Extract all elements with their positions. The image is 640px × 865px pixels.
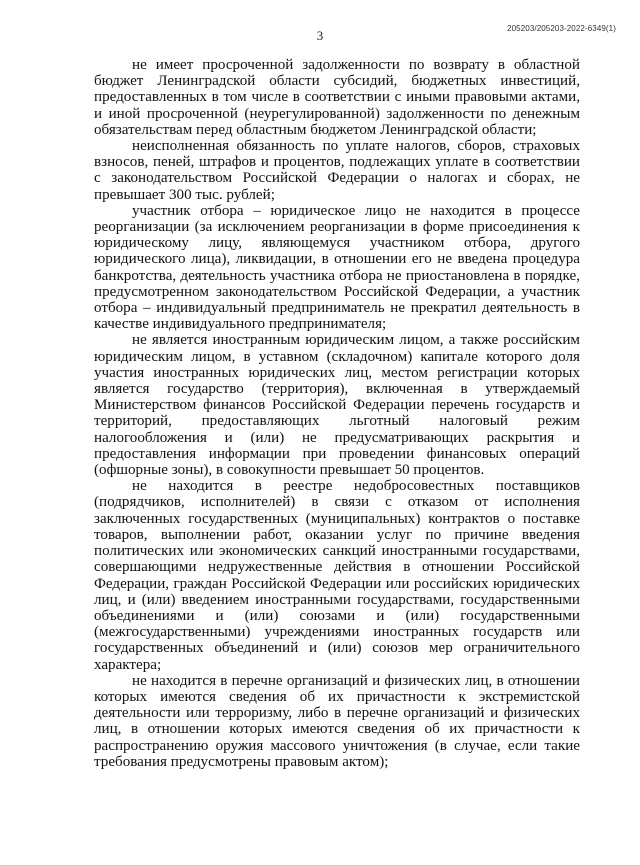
paragraph-no-reorganization: участник отбора – юридическое лицо не находится в процессе реорганизации (за исключением реорганизации в форме присоединения к юридическому лицу, являющемуся участником отбора, другого юридического лица), ликвидации, в отношении его не введена процедура банкротства, деятельность участника отбора не приостановлена в порядке, предусмотренном законодательством Российской Федерации, а участник отбора – индивидуальный предприниматель не прекратил деятельность в качестве индивидуального предпринимателя; bbox=[94, 202, 580, 333]
paragraph-not-foreign-entity: не является иностранным юридическим лицом, а также российским юридическим лицом, в уставном (складочном) капитале которого доля участия иностранных юридических лиц, местом регистрации которых является государство (территория), включенная в утверждаемый Министерством финансов Российской Федерации перечень государств и территорий, предоставляющих льготный налоговый режим налогообложения и (или) не предусматривающих раскрытия и предоставления информации при проведении финансовых операций (офшорные зоны), в совокупности превышает 50 процентов. bbox=[94, 332, 580, 479]
document-id: 205203/205203-2022-6349(1) bbox=[507, 24, 616, 33]
document-body bbox=[94, 57, 580, 770]
paragraph-tax-obligations: неисполненная обязанность по уплате налогов, сборов, страховых взносов, пеней, штрафов и процентов, подлежащих уплате в соответствии с законодательством Российской Федерации о налогах и сборах, не превышает 300 тыс. рублей; bbox=[94, 138, 580, 203]
paragraph-not-in-extremism-list: не находится в перечне организаций и физических лиц, в отношении которых имеются сведения об их причастности к экстремистской деятельности или терроризму, либо в перечне организаций и физических лиц, в отношении которых имеются сведения об их причастности к распространению оружия массового уничтожения (в случае, если такие требования предусмотрены правовым актом); bbox=[94, 672, 580, 770]
paragraph-not-in-unfair-suppliers-registry: не находится в реестре недобросовестных поставщиков (подрядчиков, исполнителей) в связи с отказом от исполнения заключенных государственных (муниципальных) контрактов о поставке товаров, выполнении работ, оказании услуг по причине введения политических или экономических санкций иностранными государствами, совершающими недружественные действия в отношении Российской Федерации, граждан Российской Федерации или российских юридических лиц, и (или) введением иностранными государствами, государственными объединениями и (или) союзами и (или) государственными (межгосударственными) учреждениями иностранных государств или государственных объединений и (или) союзов мер ограничительного характера; bbox=[94, 478, 580, 673]
page-number: 3 bbox=[316, 28, 324, 43]
paragraph-no-overdue-debt: не имеет просроченной задолженности по возврату в областной бюджет Ленинградской области субсидий, бюджетных инвестиций, предоставленных в том числе в соответствии с иными правовыми актами, и иной просроченной (неурегулированной) задолженности по денежным обязательствам перед областным бюджетом Ленинградской области; bbox=[94, 57, 580, 138]
